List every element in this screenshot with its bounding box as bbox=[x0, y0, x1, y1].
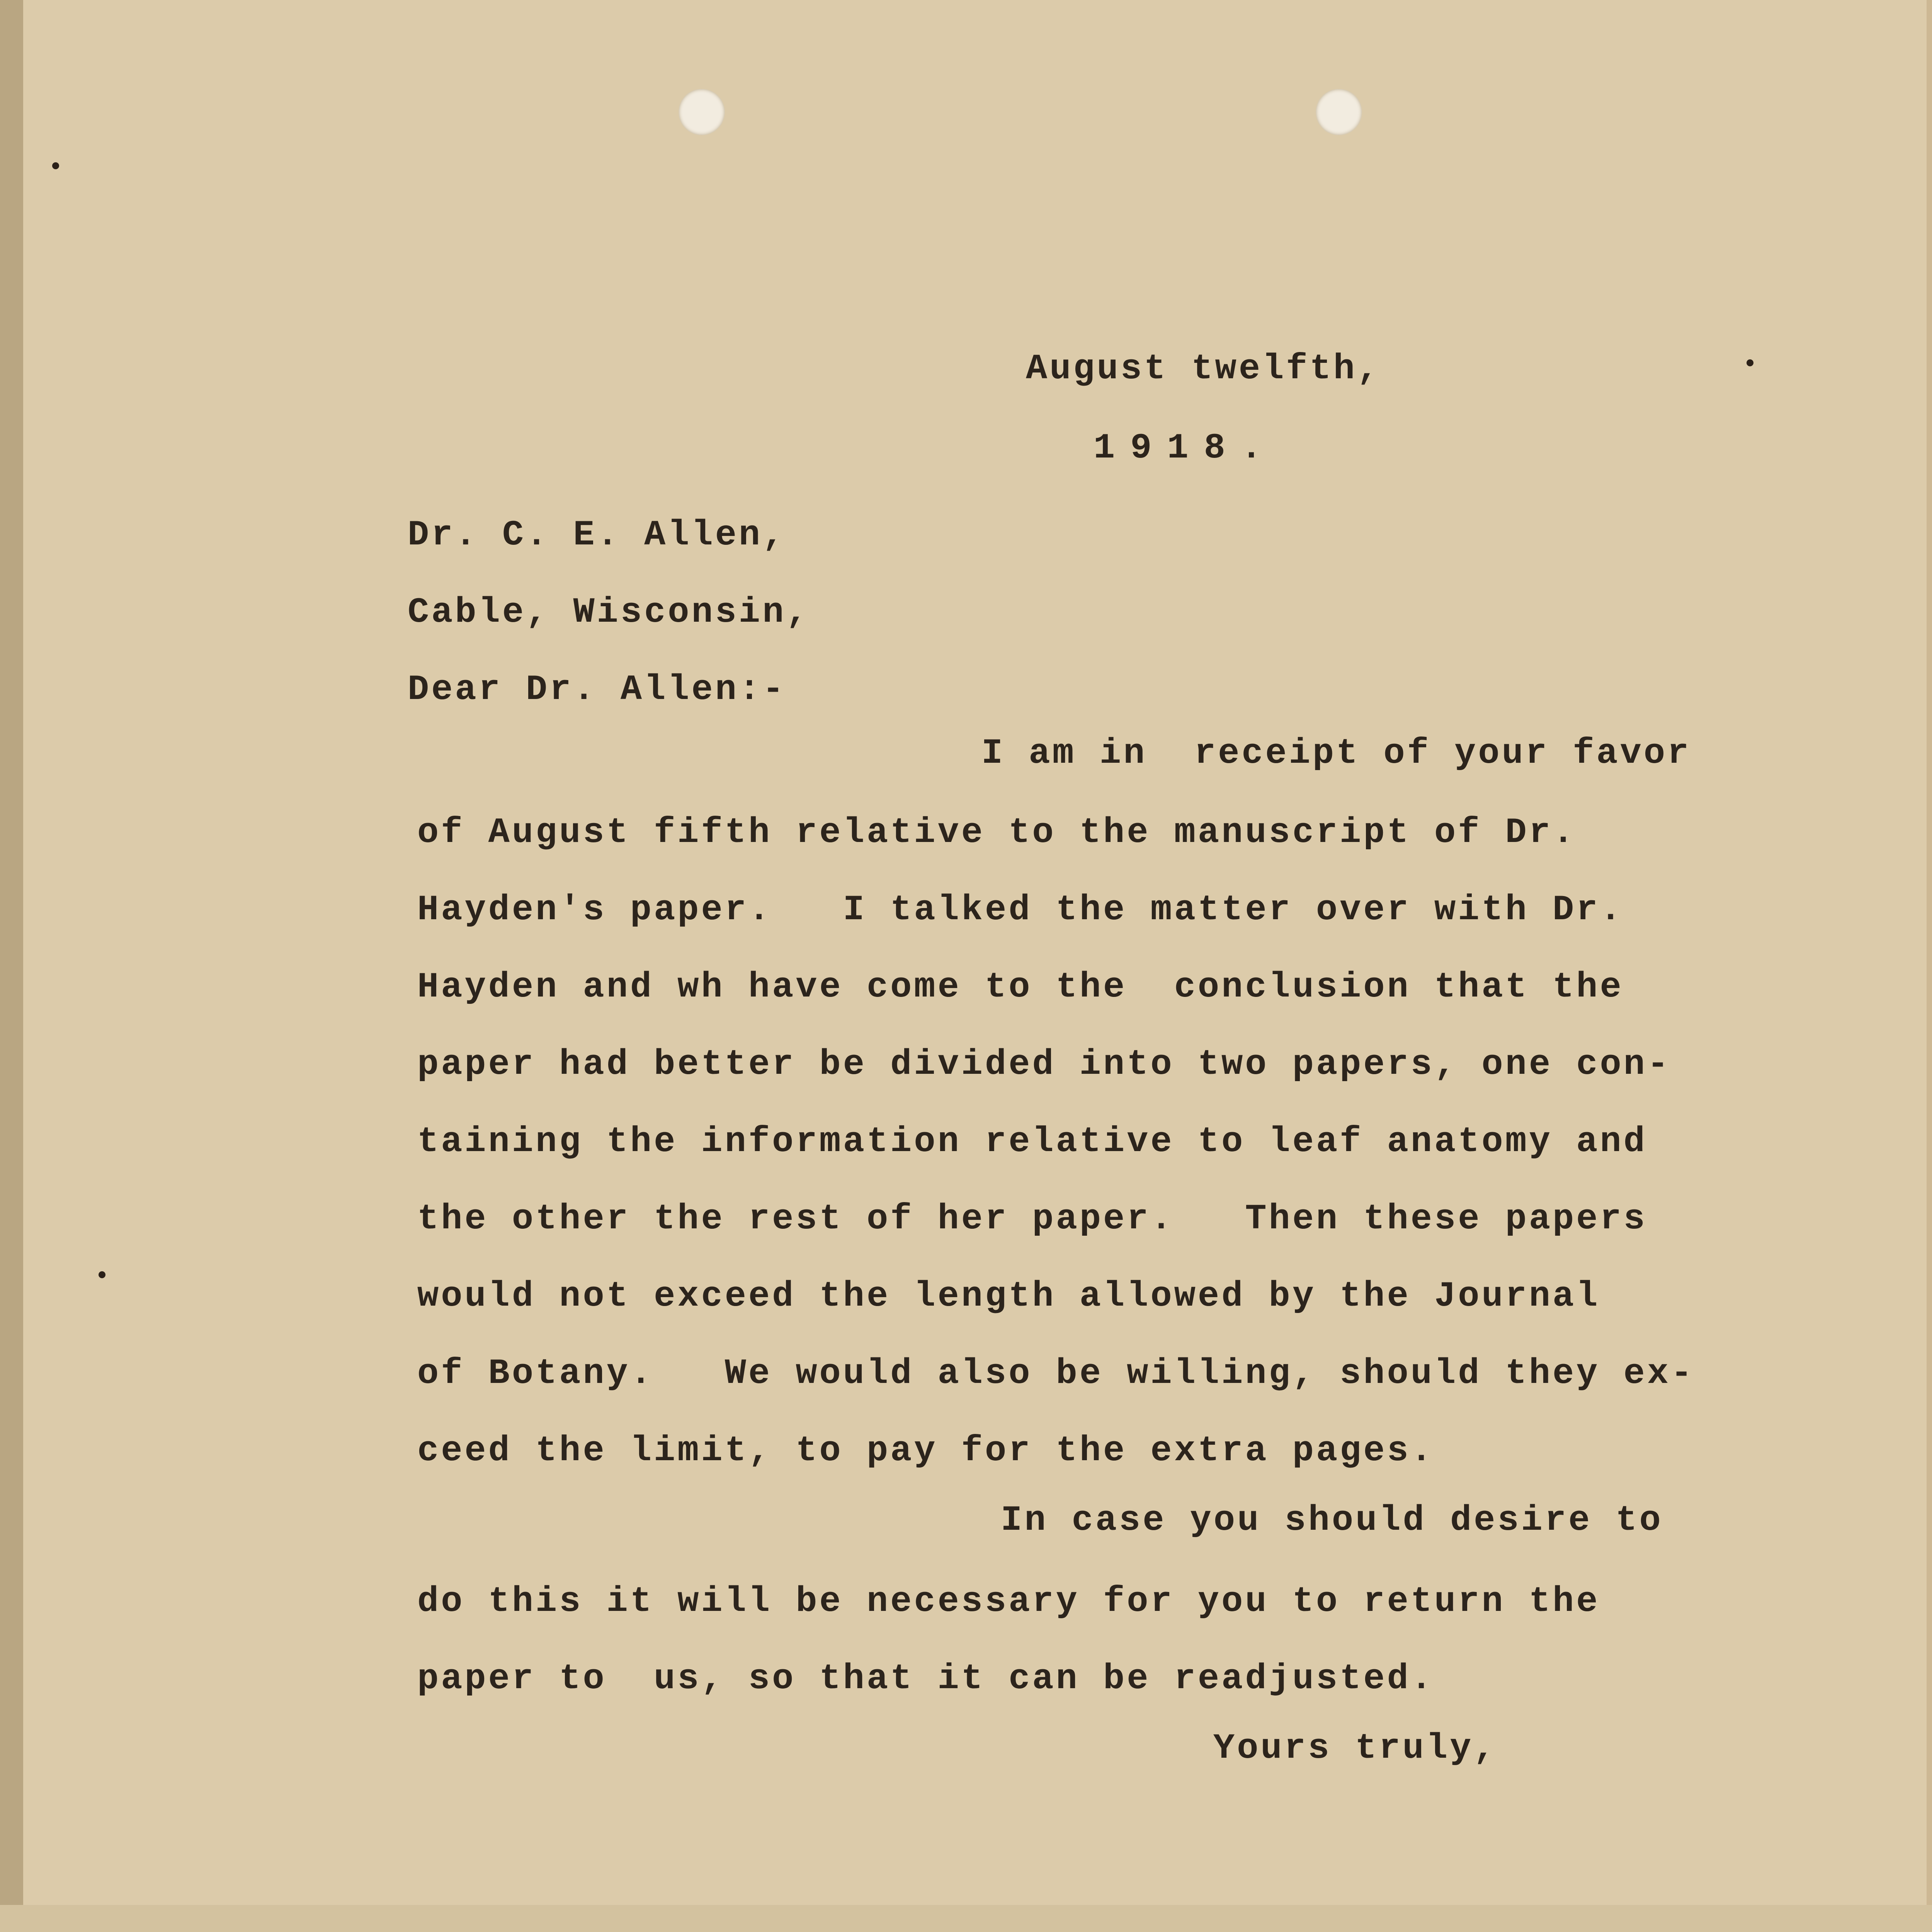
letter-year: 1918. bbox=[1094, 428, 1278, 468]
closing: Yours truly, bbox=[1213, 1728, 1497, 1769]
body-line: ceed the limit, to pay for the extra pages. bbox=[417, 1430, 1434, 1471]
body-line: In case you should desire to bbox=[1001, 1500, 1663, 1541]
recipient-address: Cable, Wisconsin, bbox=[408, 592, 810, 633]
punch-hole-right bbox=[1316, 89, 1362, 135]
page-edge-shadow bbox=[0, 0, 23, 1932]
paper-speck bbox=[52, 162, 59, 169]
paper-speck bbox=[99, 1271, 105, 1278]
body-line: taining the information relative to leaf anatomy and bbox=[417, 1121, 1647, 1162]
salutation: Dear Dr. Allen:- bbox=[408, 669, 786, 710]
body-line: I am in receipt of your favor bbox=[981, 733, 1691, 774]
body-line: the other the rest of her paper. Then these papers bbox=[417, 1199, 1647, 1239]
body-line: Hayden and wh have come to the conclusion that the bbox=[417, 967, 1624, 1007]
body-line: of Botany. We would also be willing, should they ex- bbox=[417, 1353, 1695, 1394]
paper-speck bbox=[1747, 359, 1753, 366]
body-line: would not exceed the length allowed by the Journal bbox=[417, 1276, 1600, 1316]
letter-date: August twelfth, bbox=[1026, 349, 1381, 389]
body-line: do this it will be necessary for you to return the bbox=[417, 1581, 1600, 1622]
body-line: paper to us, so that it can be readjusted. bbox=[417, 1658, 1434, 1699]
page-lower-discoloration bbox=[0, 1905, 1932, 1932]
body-line: Hayden's paper. I talked the matter over with Dr. bbox=[417, 889, 1624, 930]
body-line: paper had better be divided into two papers, one con- bbox=[417, 1044, 1671, 1085]
page-right-edge bbox=[1927, 0, 1932, 1932]
recipient-name: Dr. C. E. Allen, bbox=[408, 515, 786, 555]
body-line: of August fifth relative to the manuscript of Dr. bbox=[417, 812, 1577, 853]
punch-hole-left bbox=[679, 89, 725, 135]
